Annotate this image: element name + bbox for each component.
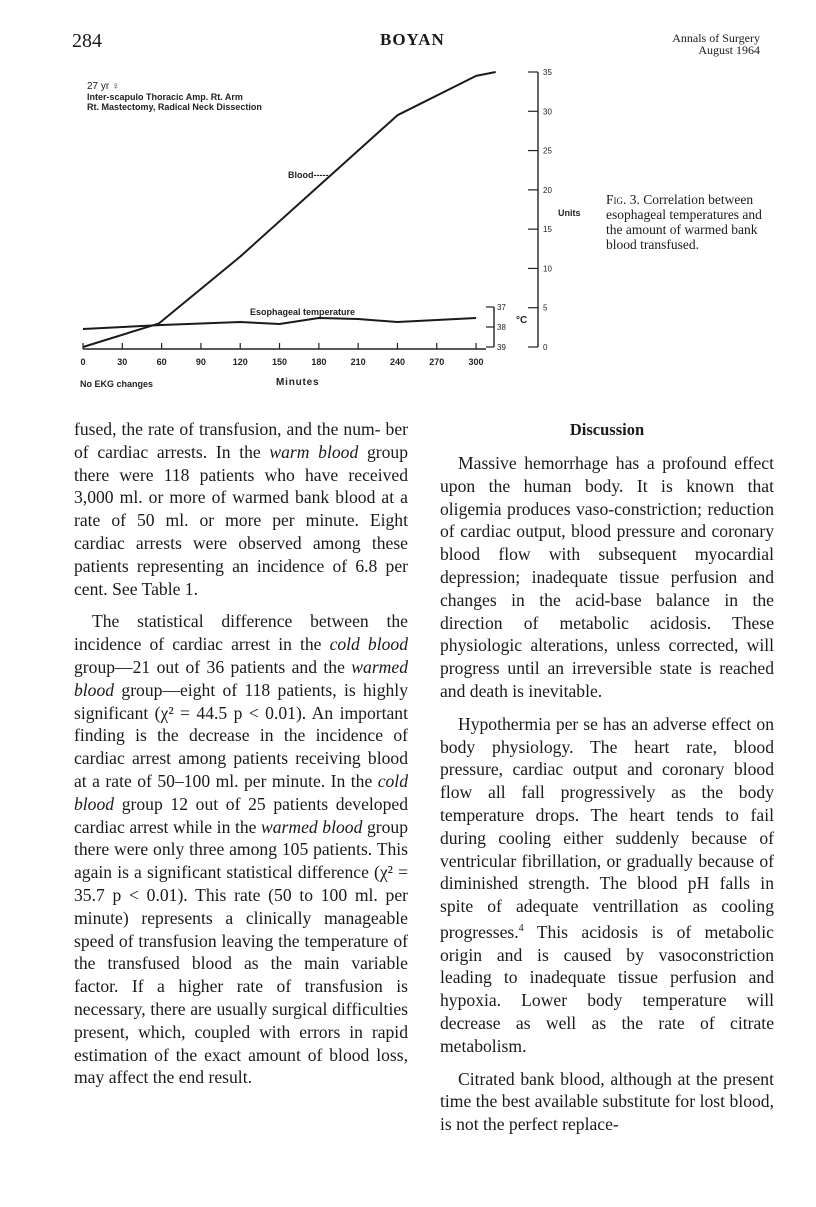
x-tick-label: 60 bbox=[156, 357, 167, 367]
x-tick-label: 30 bbox=[117, 357, 128, 367]
text-run: ber of cardiac arrests. In the bbox=[74, 419, 408, 462]
x-axis-label: Minutes bbox=[276, 377, 320, 388]
reference-superscript: 4 bbox=[518, 922, 524, 934]
blood-series-label: Blood----- bbox=[288, 170, 329, 180]
units-tick-label: 5 bbox=[543, 303, 548, 313]
temp-series-label: Esophageal temperature bbox=[250, 307, 356, 317]
units-tick-label: 20 bbox=[543, 185, 552, 195]
text-run: group 12 out of 25 patients developed cardiac arrest while in the bbox=[74, 793, 408, 837]
blood-series-line bbox=[83, 72, 496, 347]
left-paragraph-2 bbox=[74, 610, 408, 1089]
units-tick-label: 35 bbox=[543, 68, 552, 77]
x-tick-label: 150 bbox=[272, 357, 288, 367]
figure-caption-label: Fig. 3. bbox=[606, 192, 640, 207]
italic-term: warm blood bbox=[269, 441, 359, 462]
temperature-series-line bbox=[83, 318, 476, 329]
text-run: group—21 out of 36 patients and the bbox=[74, 656, 352, 677]
italic-term: cold blood bbox=[74, 770, 408, 814]
italic-term: warmed blood bbox=[261, 816, 363, 837]
right-paragraph-2 bbox=[440, 713, 774, 1058]
italic-term: cold blood bbox=[329, 634, 409, 655]
units-tick-label: 30 bbox=[543, 107, 552, 117]
x-tick-label: 210 bbox=[350, 357, 366, 367]
journal-date: August 1964 bbox=[698, 43, 760, 57]
text-run: This acidosis is of metabolic origin and is caused by vasoconstriction leading to inadequate tissue perfusion and hypoxia. Lower body temperature will decrease as well as the rate of citrate metabolism. bbox=[440, 921, 774, 1056]
units-tick-label: 25 bbox=[543, 146, 552, 156]
chart-series bbox=[83, 72, 496, 347]
x-tick-label: 90 bbox=[195, 357, 206, 367]
temp-tick-label: 38 bbox=[497, 323, 506, 332]
chart-axes bbox=[80, 68, 552, 367]
left-paragraph-1 bbox=[74, 418, 408, 600]
right-paragraph-3: Citrated bank blood, although at the present time the best available substitute for lost blood, is not the perfect replace- bbox=[440, 1068, 774, 1135]
x-tick-label: 120 bbox=[232, 357, 248, 367]
journal-name: Annals of Surgery bbox=[672, 31, 760, 45]
page-number: 284 bbox=[72, 30, 102, 52]
units-axis-label: Units bbox=[558, 208, 581, 218]
patient-info-line2: Inter-scapulo Thoracic Amp. Rt. Arm bbox=[87, 92, 243, 102]
x-tick-label: 300 bbox=[468, 357, 484, 367]
units-tick-label: 10 bbox=[543, 264, 552, 274]
right-paragraph-1: Massive hemorrhage has a profound effect upon the human body. It is known that oligemia produces vaso-constriction; reduction of cardiac output, blood pressure and coronary blood flow with subsequent myocardial depression; inadequate tissue perfusion and changes in the acid-base balance in the direction of metabolic acidosis. These physiologic alterations, unless corrected, will progress until an irreversible state is reached and death is inevitable. bbox=[440, 453, 774, 701]
x-tick-label: 0 bbox=[80, 357, 86, 367]
right-text-column bbox=[440, 418, 774, 1136]
left-text-column bbox=[74, 418, 408, 1089]
running-head-author: BOYAN bbox=[380, 30, 445, 49]
text-run: fused, the rate of transfusion, and the num- bbox=[74, 419, 381, 439]
patient-info-line3: Rt. Mastectomy, Radical Neck Dissection bbox=[87, 102, 262, 112]
section-heading-discussion: Discussion bbox=[569, 420, 645, 439]
text-run: group there were only three among 105 patients. This again is a significant statistical difference (χ² = 35.7 p < 0.01). This rate (50 to 100 ml. per minute) represents a clinically manageable speed of transfusion leaving the temperature of the transfused blood as the main variable factor. If a higher rate of transfusion is necessary, there are usually surgical difficulties present, which, coupled with errors in rapid estimation of the exact amount of blood loss, may affect the end result. bbox=[74, 816, 409, 1088]
text-run: group there were 118 patients who have received 3,000 ml. or more of warmed bank blood at a rate of 50 ml. or more per minute. Eight cardiac arrests were observed among these patients representing an incidence of 6.8 per cent. See Table 1. bbox=[74, 441, 408, 599]
temp-unit-label: °C bbox=[516, 315, 528, 326]
no-ekg-label: No EKG changes bbox=[80, 379, 154, 389]
temp-tick-label: 37 bbox=[497, 303, 506, 312]
x-tick-label: 180 bbox=[311, 357, 327, 367]
units-tick-label: 15 bbox=[543, 225, 552, 235]
x-tick-label: 270 bbox=[429, 357, 445, 367]
text-run: group—eight of 118 patients, is highly significant (χ² = 44.5 p < 0.01). An important finding is the decrease in the incidence of cardiac arrest among patients receiving blood at a rate of 50–100 ml. per minute. In the bbox=[74, 679, 408, 791]
temp-tick-label: 39 bbox=[497, 343, 506, 352]
figure-caption-text: Correlation between esophageal temperatures and the amount of warmed bank blood transfused. bbox=[606, 192, 762, 252]
text-run: Hypothermia per se has an adverse effect on body physiology. The heart rate, blood pressure, cardiac output and coronary blood flow all fall progressively as the body temperature drops. The heart tends to fail during cooling either suddenly because of ventricular fibrillation, or gradually because of diminished strength. The blood pH falls in spite of adequate ventrillation as cooling progresses. bbox=[440, 713, 774, 942]
units-tick-label: 0 bbox=[543, 343, 548, 352]
patient-info-line1: 27 yr ♀ bbox=[87, 81, 120, 92]
figure-caption bbox=[606, 192, 778, 252]
text-run: The statistical difference between the incidence of cardiac arrest in the bbox=[74, 611, 408, 655]
x-tick-label: 240 bbox=[389, 357, 405, 367]
italic-term: warmed blood bbox=[74, 656, 408, 700]
